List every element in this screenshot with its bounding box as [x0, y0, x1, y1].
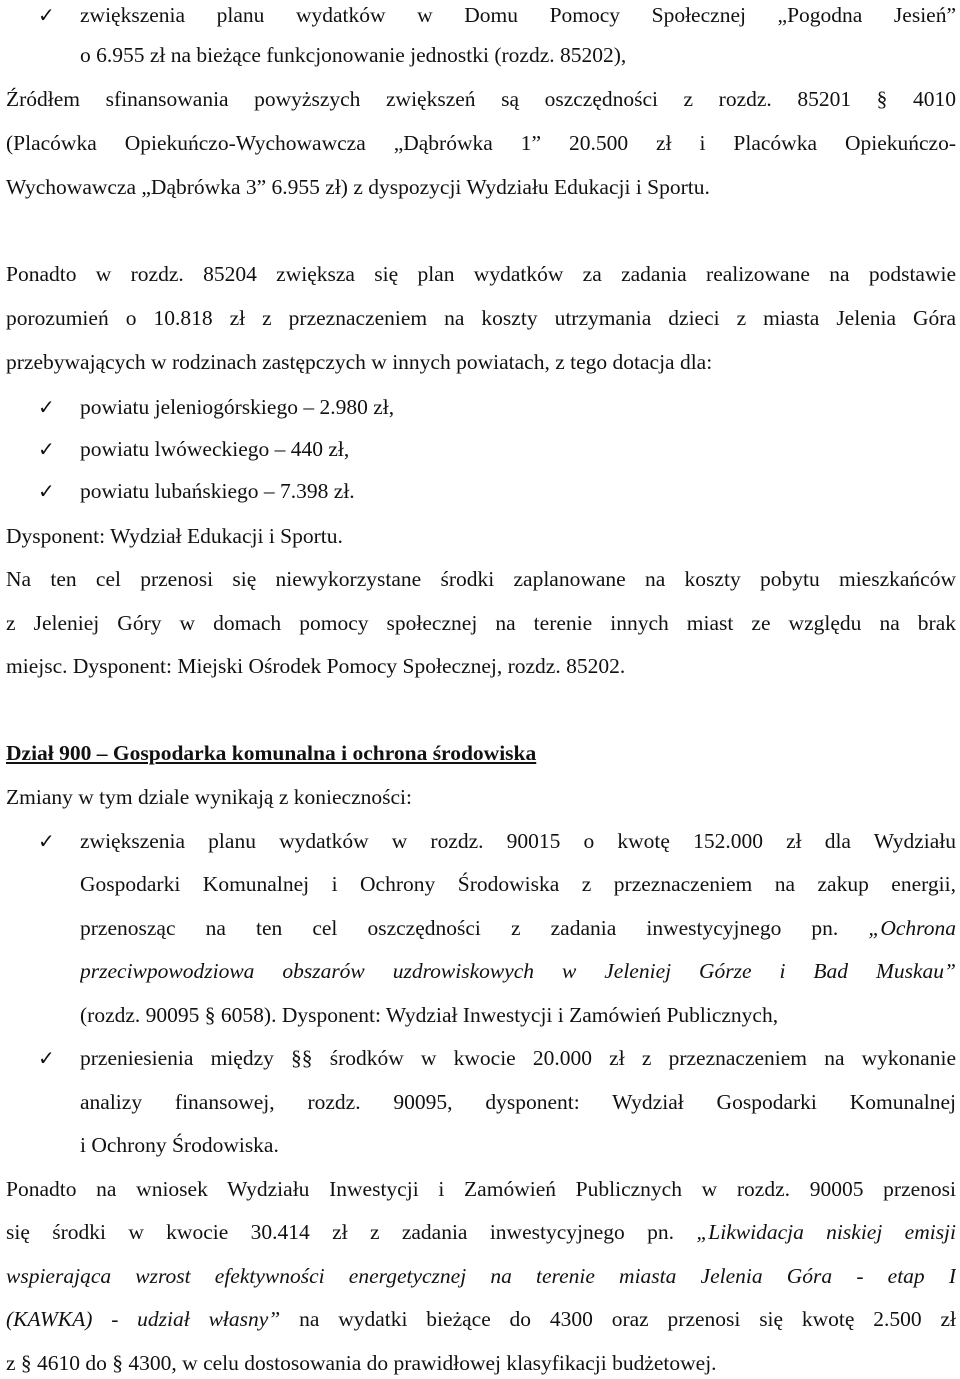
list-item: przeniesienia między §§ środków w kwocie 20.000 zł z przeznaczeniem na wykonanie — [80, 1046, 956, 1070]
list-item: zwiększenia planu wydatków w rozdz. 90015 o kwotę 152.000 zł dla Wydziału — [80, 829, 956, 853]
checkmark-icon: ✓ — [38, 437, 55, 461]
italic-title: przeciwpowodziowa obszarów uzdrowiskowych w Jeleniej Górze i Bad Muskau” — [80, 959, 956, 983]
text-line: Zmiany w tym dziale wynikają z konieczności: — [6, 785, 412, 809]
checkmark-icon: ✓ — [38, 1046, 55, 1070]
text-line: (rozdz. 90095 § 6058). Dysponent: Wydział Inwestycji i Zamówień Publicznych, — [80, 1003, 779, 1027]
text-line: z Jeleniej Góry w domach pomocy społecznej na terenie innych miast ze względu na brak — [6, 611, 956, 635]
text-line: i Ochrony Środowiska. — [80, 1133, 279, 1157]
checkmark-icon: ✓ — [38, 829, 55, 853]
text-line: porozumień o 10.818 zł z przeznaczeniem na koszty utrzymania dzieci z miasta Jelenia Góra — [6, 306, 956, 330]
text-span: przenosząc na ten cel oszczędności z zadania inwestycyjnego pn. — [80, 916, 869, 940]
checkmark-icon: ✓ — [38, 479, 55, 503]
text-line: zwiększenia planu wydatków w Domu Pomocy Społecznej „Pogodna Jesień” — [80, 3, 956, 27]
text-line: analizy finansowej, rozdz. 90095, dysponent: Wydział Gospodarki Komunalnej — [80, 1090, 956, 1114]
section-heading-text: Dział 900 – Gospodarka komunalna i ochrona środowiska — [6, 741, 537, 765]
text-line: Na ten cel przenosi się niewykorzystane środki zaplanowane na koszty pobytu mieszkańców — [6, 567, 956, 591]
text-line: Ponadto na wniosek Wydziału Inwestycji i Zamówień Publicznych w rozdz. 90005 przenosi — [6, 1177, 956, 1201]
italic-title: „Likwidacja niskiej emisji — [696, 1220, 956, 1244]
italic-title: (KAWKA) - udział własny” — [6, 1307, 281, 1331]
text-line: (Placówka Opiekuńczo-Wychowawcza „Dąbrówka 1” 20.500 zł i Placówka Opiekuńczo- — [6, 131, 956, 155]
list-item: powiatu lubańskiego – 7.398 zł. — [80, 479, 355, 503]
text-line: przebywających w rodzinach zastępczych w innych powiatach, z tego dotacja dla: — [6, 350, 713, 374]
text-line: Ponadto w rozdz. 85204 zwiększa się plan wydatków za zadania realizowane na podstawie — [6, 262, 956, 286]
italic-title: „Ochrona — [868, 916, 956, 940]
list-item: powiatu lwóweckiego – 440 zł, — [80, 437, 350, 461]
text-line: o 6.955 zł na bieżące funkcjonowanie jednostki (rozdz. 85202), — [80, 43, 627, 67]
italic-title: wspierająca wzrost efektywności energetycznej na terenie miasta Jelenia Góra - etap I — [6, 1264, 956, 1288]
text-line: Źródłem sfinansowania powyższych zwiększeń są oszczędności z rozdz. 85201 § 4010 — [6, 87, 956, 111]
text-line — [6, 1217, 956, 1247]
text-line: Wychowawcza „Dąbrówka 3” 6.955 zł) z dyspozycji Wydziału Edukacji i Sportu. — [6, 175, 710, 199]
section-heading — [6, 738, 956, 768]
text-line — [6, 1304, 956, 1334]
list-item: powiatu jeleniogórskiego – 2.980 zł, — [80, 395, 395, 419]
checkmark-icon: ✓ — [38, 395, 55, 419]
text-span: na wydatki bieżące do 4300 oraz przenosi się kwotę 2.500 zł — [280, 1307, 956, 1331]
text-line: z § 4610 do § 4300, w celu dostosowania do prawidłowej klasyfikacji budżetowej. — [6, 1351, 717, 1375]
text-line — [80, 913, 956, 943]
text-span: się środki w kwocie 30.414 zł z zadania inwestycyjnego pn. — [6, 1220, 697, 1244]
text-line: Gospodarki Komunalnej i Ochrony Środowiska z przeznaczeniem na zakup energii, — [80, 872, 956, 896]
text-line: miejsc. Dysponent: Miejski Ośrodek Pomocy Społecznej, rozdz. 85202. — [6, 654, 626, 678]
checkmark-icon: ✓ — [38, 3, 55, 27]
text-line: Dysponent: Wydział Edukacji i Sportu. — [6, 524, 343, 548]
